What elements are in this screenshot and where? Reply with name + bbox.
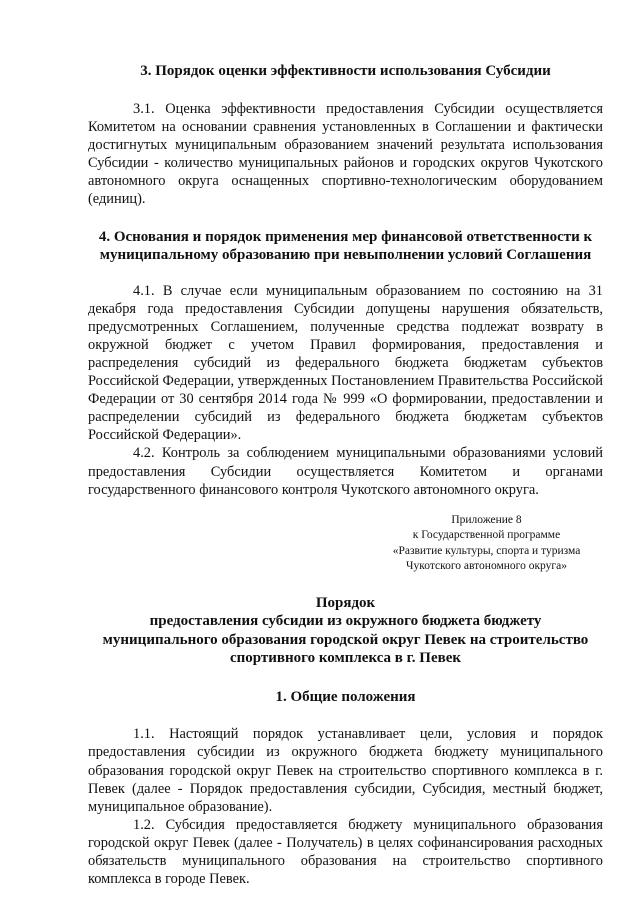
- paragraph-4-1: 4.1. В случае если муниципальным образованием по состоянию на 31 декабря года предоставления Субсидии допущены нарушения обязательств, предусмотренных Соглашением, полученные средства подлежат возврату в окружной бюджет с учетом Правил формирования, предоставления и распределения субсидий из федерального бюджета бюджетам субъектов Российской Федерации, утвержденных Постановлением Правительства Российской Федерации от 30 сентября 2014 года № 999 «О формировании, предоставлении и распределении субсидий из федерального бюджета бюджетам субъектов Российской Федерации».: [88, 282, 603, 444]
- paragraph-4-2: 4.2. Контроль за соблюдением муниципальными образованиями условий предоставления Субсидии осуществляется Комитетом и органами государственного финансового контроля Чукотского автономного округа.: [88, 445, 603, 498]
- appendix-note: [370, 513, 603, 575]
- order-title: [88, 594, 603, 668]
- general-provisions-heading: 1. Общие положения: [275, 689, 416, 706]
- appendix-line-2: к Государственной программе: [412, 529, 561, 542]
- order-title-line-3: муниципального образования городской округ Певек на строительство: [102, 631, 589, 648]
- paragraph-3-1: 3.1. Оценка эффективности предоставления Субсидии осуществляется Комитетом на основании сравнения установленных в Соглашении и фактически достигнутых муниципальным образованием значений результата использования Субсидии - количество муниципальных районов и городских округов Чукотского автономного округа оснащенных спортивно-технологическим оборудованием (единиц).: [88, 101, 603, 208]
- paragraph-1-1: 1.1. Настоящий порядок устанавливает цели, условия и порядок предоставления субсидии из окружного бюджета бюджету муниципального образования городской округ Певек на строительство спортивного комплекса в г. Певек (далее - Порядок предоставления субсидии, Субсидия, местный бюджет, муниципальное образование).: [88, 726, 603, 815]
- paragraph-1-2: 1.2. Субсидия предоставляется бюджету муниципального образования городской округ Певек (далее - Получатель) в целях софинансирования расходных обязательств муниципального образования на строительство спортивного комплекса в городе Певек.: [88, 816, 603, 888]
- appendix-line-1: Приложение 8: [451, 513, 522, 526]
- appendix-line-4: Чукотского автономного округа»: [406, 560, 567, 573]
- document-page: [88, 62, 603, 888]
- section-4-heading: 4. Основания и порядок применения мер финансовой ответственности к муниципальному образованию при невыполнении условий Соглашения: [98, 228, 593, 263]
- order-title-line-2: предоставления субсидии из окружного бюджета бюджету: [149, 613, 542, 630]
- order-title-line-4: спортивного комплекса в г. Певек: [229, 649, 462, 666]
- order-title-line-1: Порядок: [315, 594, 376, 611]
- section-3-heading: 3. Порядок оценки эффективности использования Субсидии: [140, 63, 551, 79]
- appendix-line-3: «Развитие культуры, спорта и туризма: [392, 544, 581, 557]
